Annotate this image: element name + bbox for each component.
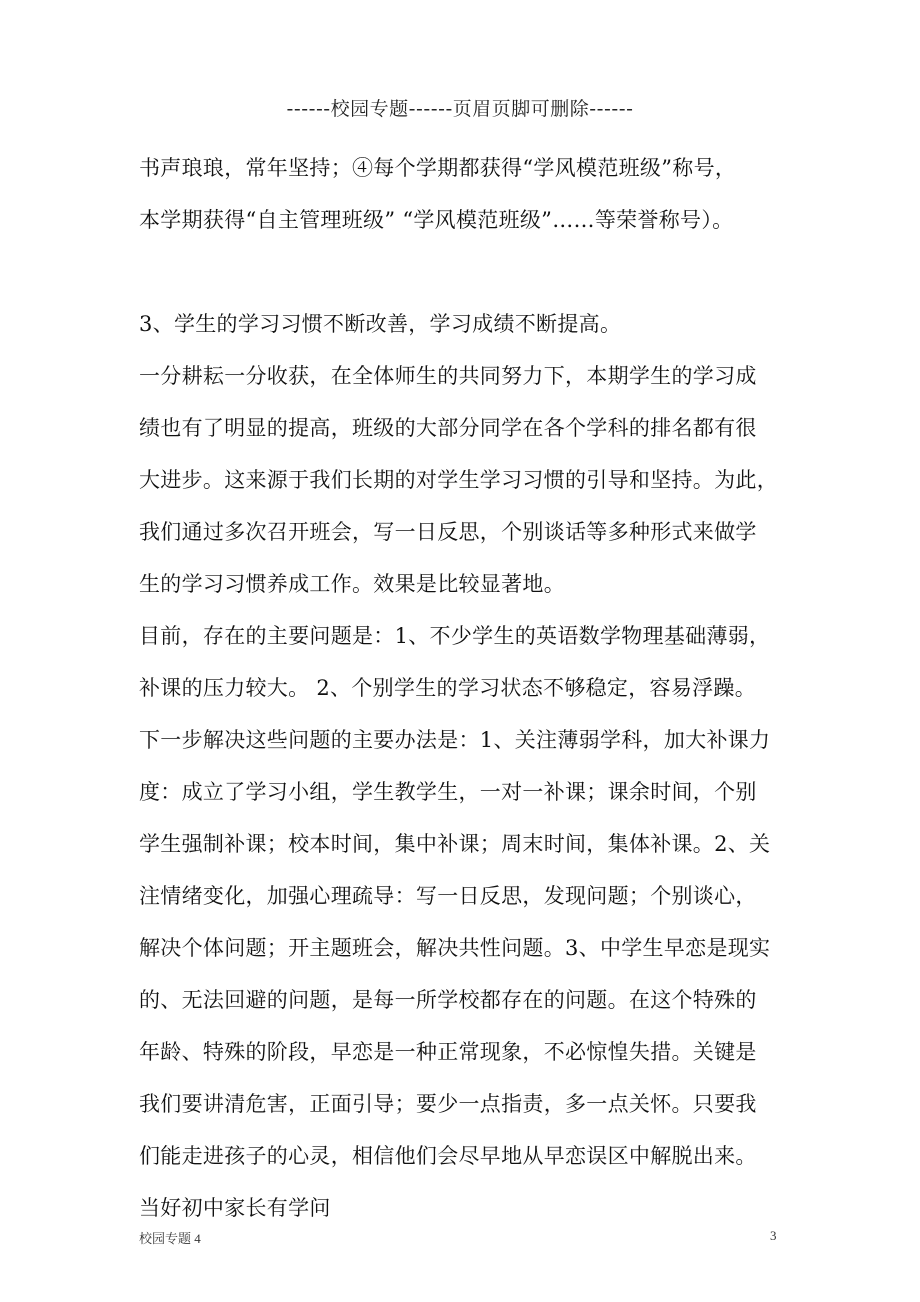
- text-line: 解决个体问题；开主题班会，解决共性问题。3、中学生早恋是现实: [139, 936, 771, 960]
- text-line: 我们通过多次召开班会，写一日反思，个别谈话等多种形式来做学: [139, 520, 757, 544]
- text-line: 们能走进孩子的心灵，相信他们会尽早地从早恋误区中解脱出来。: [139, 1144, 757, 1168]
- text-line: 书声琅琅，常年坚持；④每个学期都获得“学风模范班级”称号，: [139, 156, 737, 180]
- text-line: 注情绪变化，加强心理疏导：写一日反思，发现问题；个别谈心，: [139, 884, 757, 908]
- section-heading: 3、学生的学习习惯不断改善，学习成绩不断提高。: [139, 312, 622, 336]
- document-body: [139, 142, 789, 1234]
- text-line: 度：成立了学习小组，学生教学生，一对一补课；课余时间，个别: [139, 780, 757, 804]
- text-line: 年龄、特殊的阶段，早恋是一种正常现象，不必惊惶失措。关键是: [139, 1040, 757, 1064]
- text-line: 生的学习习惯养成工作。效果是比较显著地。: [139, 572, 565, 596]
- text-line: 学生强制补课；校本时间，集中补课；周末时间，集体补课。2、关: [139, 832, 771, 856]
- text-line: 大进步。这来源于我们长期的对学生学习习惯的引导和坚持。为此，: [139, 468, 778, 492]
- text-line: 本学期获得“自主管理班级” “学风模范班级”……等荣誉称号）。: [139, 208, 734, 232]
- text-line: 补课的压力较大。 2、个别学生的学习状态不够稳定，容易浮躁。: [139, 676, 757, 700]
- article-title: 当好初中家长有学问: [139, 1196, 331, 1220]
- text-line: 的、无法回避的问题，是每一所学校都存在的问题。在这个特殊的: [139, 988, 757, 1012]
- page-header: ------校园专题------页眉页脚可删除------: [286, 98, 634, 120]
- page-number: 3: [770, 1228, 777, 1243]
- text-line: 绩也有了明显的提高，班级的大部分同学在各个学科的排名都有很: [139, 416, 757, 440]
- text-line: 下一步解决这些问题的主要办法是：1、关注薄弱学科，加大补课力: [139, 728, 771, 752]
- footer-label: 校园专题 4: [139, 1231, 201, 1246]
- paragraph-gap: [139, 246, 789, 298]
- text-line: 一分耕耘一分收获，在全体师生的共同努力下，本期学生的学习成: [139, 364, 757, 388]
- text-line: 目前，存在的主要问题是：1、不少学生的英语数学物理基础薄弱，: [139, 624, 771, 648]
- text-line: 我们要讲清危害，正面引导；要少一点指责，多一点关怀。只要我: [139, 1092, 757, 1116]
